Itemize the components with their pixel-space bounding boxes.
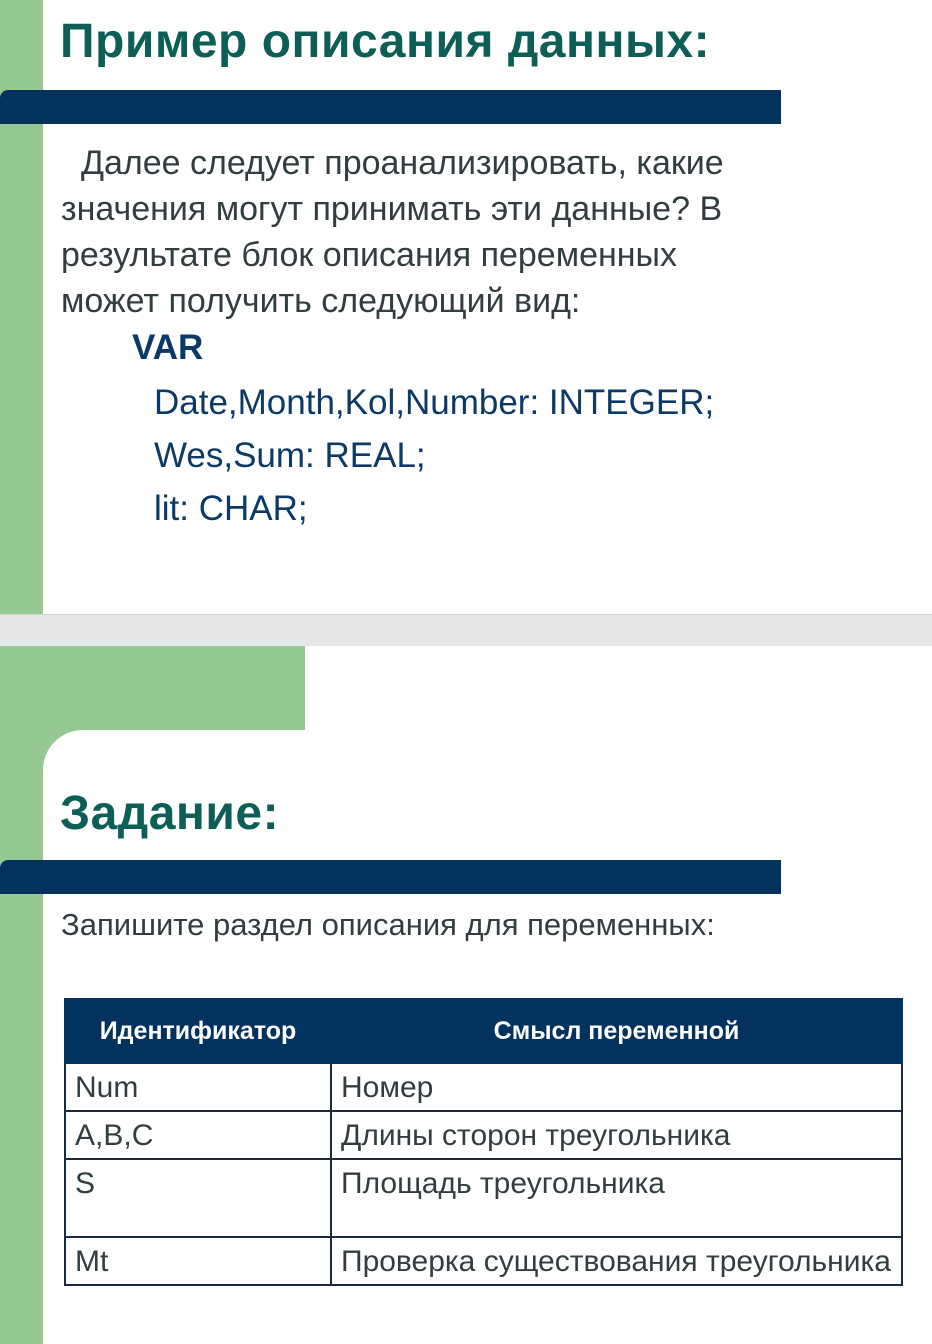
identifier-cell: A,B,C (65, 1111, 331, 1159)
meaning-cell: Площадь треугольника (331, 1159, 902, 1237)
task-instruction: Запишите раздел описания для переменных: (61, 907, 715, 942)
title-underline-band (0, 90, 781, 124)
table-row (65, 1237, 902, 1285)
identifier-cell: Num (65, 1063, 331, 1111)
meaning-cell: Номер (331, 1063, 902, 1111)
table-row (65, 1063, 902, 1111)
code-line: lit: CHAR; (154, 489, 308, 528)
column-header-identifier: Идентификатор (65, 999, 331, 1063)
identifier-cell: Mt (65, 1237, 331, 1285)
code-line: Wes,Sum: REAL; (154, 436, 426, 475)
table-header-row (65, 999, 902, 1063)
paragraph-line: может получить следующий вид: (61, 282, 581, 320)
var-keyword: VAR (132, 328, 204, 367)
accent-green-strip (0, 646, 43, 1344)
title-underline-band (0, 860, 781, 894)
slide-data-description-example (0, 0, 932, 614)
table-row (65, 1111, 902, 1159)
paragraph-line: Далее следует проанализировать, какие (81, 144, 724, 182)
meaning-cell: Длины сторон треугольника (331, 1111, 902, 1159)
slide-task (0, 646, 932, 1344)
identifier-cell: S (65, 1159, 331, 1237)
variables-table (64, 998, 903, 1286)
paragraph-line: значения могут принимать эти данные? В (61, 190, 723, 228)
slide-title: Задание: (60, 787, 280, 840)
paragraph-line: результате блок описания переменных (61, 236, 677, 274)
body-paragraph (61, 140, 861, 324)
meaning-cell: Проверка существования треугольника (331, 1237, 902, 1285)
column-header-meaning: Смысл переменной (331, 999, 902, 1063)
slide-title: Пример описания данных: (60, 15, 711, 68)
slide-divider (0, 614, 932, 647)
table-row (65, 1159, 902, 1237)
code-line: Date,Month,Kol,Number: INTEGER; (154, 383, 715, 422)
